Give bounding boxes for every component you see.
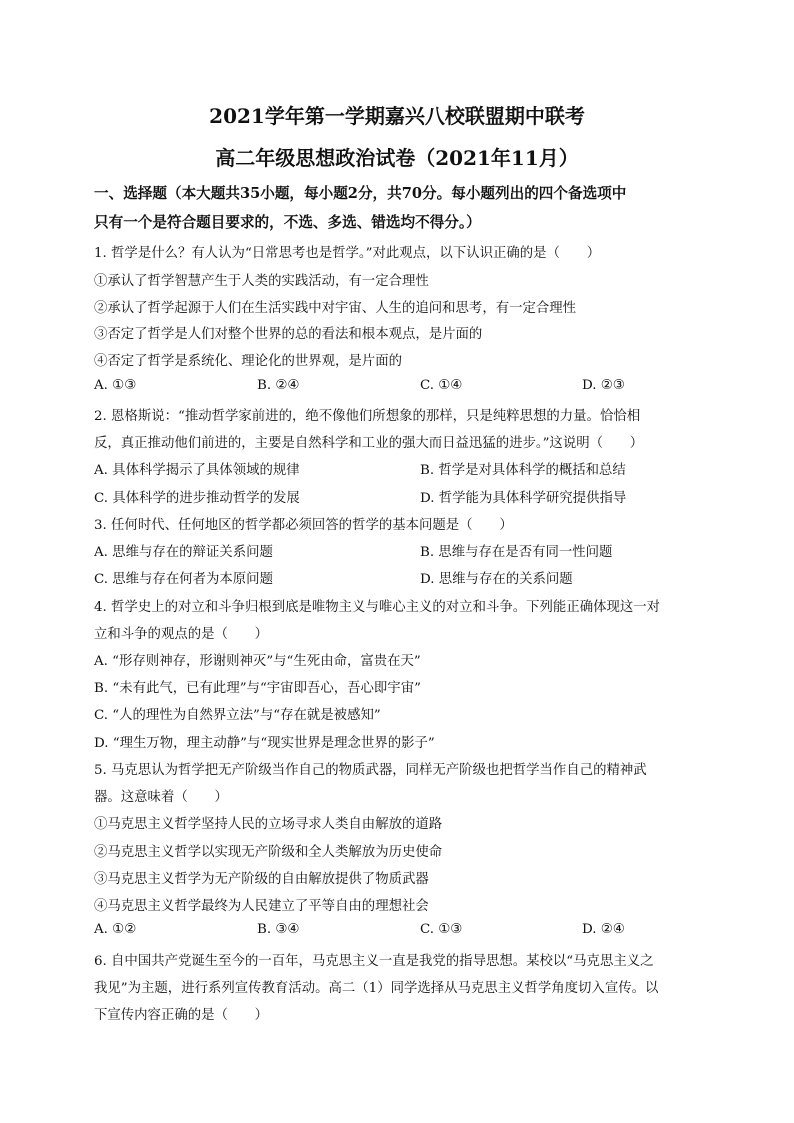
question-5-option-a: A. ①② [94, 922, 137, 937]
question-1-statement-1: ①承认了哲学智慧产生于人类的实践活动，有一定合理性 [94, 274, 429, 289]
section-heading-line-1: 一、选择题（本大题共35小题，每小题2分，共70分。每小题列出的四个备选项中 [94, 185, 627, 202]
question-2-option-b: B. 哲学是对具体科学的概括和总结 [420, 463, 626, 478]
question-5-statement-3: ③马克思主义哲学为无产阶级的自由解放提供了物质武器 [94, 872, 429, 887]
question-5-statement-4: ④马克思主义哲学最终为人民建立了平等自由的理想社会 [94, 899, 429, 914]
question-4-option-b: B. “未有此气，已有此理”与“宇宙即吾心，吾心即宇宙” [94, 681, 421, 696]
question-4-stem-line-2: 立和斗争的观点的是（ ） [94, 627, 269, 642]
question-5-option-d: D. ②④ [582, 922, 625, 937]
exam-title: 2021学年第一学期嘉兴八校联盟期中联考 [209, 104, 585, 128]
question-1-option-a: A. ①③ [94, 378, 137, 393]
question-2-option-c: C. 具体科学的进步推动哲学的发展 [94, 491, 300, 506]
question-1-statement-2: ②承认了哲学起源于人们在生活实践中对宇宙、人生的追问和思考，有一定合理性 [94, 301, 577, 316]
question-4-option-c: C. “人的理性为自然界立法”与“存在就是被感知” [94, 708, 381, 723]
question-6-stem-line-3: 下宣传内容正确的是（ ） [94, 1008, 269, 1023]
question-1-option-c: C. ①④ [420, 378, 463, 393]
question-5-option-c: C. ①③ [420, 922, 463, 937]
question-6-stem-line-1: 6. 自中国共产党诞生至今的一百年，马克思主义一直是我党的指导思想。某校以“马克思主义之 [94, 954, 654, 969]
section-heading-line-2: 只有一个是符合题目要求的，不选、多选、错选均不得分。） [94, 214, 481, 231]
question-3-option-d: D. 思维与存在的关系问题 [420, 572, 573, 587]
question-1-option-d: D. ②③ [582, 378, 625, 393]
question-2-stem-line-1: 2. 恩格斯说：“推动哲学家前进的，绝不像他们所想象的那样，只是纯粹思想的力量。恰恰相 [94, 409, 641, 424]
question-2-option-a: A. 具体科学揭示了具体领域的规律 [94, 463, 300, 478]
exam-subtitle: 高二年级思想政治试卷（2021年11月） [215, 146, 579, 170]
question-4-option-d: D. “理生万物，理主动静”与“现实世界是理念世界的影子” [94, 736, 435, 751]
question-6-stem-line-2: 我见”为主题，进行系列宣传教育活动。高二（1）同学选择从马克思主义哲学角度切入宣传。以 [94, 981, 659, 996]
question-1-stem: 1. 哲学是什么？有人认为“日常思考也是哲学。”对此观点，以下认识正确的是（ ） [94, 246, 601, 261]
question-4-option-a: A. “形存则神存，形谢则神灭”与“生死由命，富贵在天” [94, 654, 421, 669]
question-3-option-a: A. 思维与存在的辩证关系问题 [94, 545, 273, 560]
question-1-statement-3: ③否定了哲学是人们对整个世界的总的看法和根本观点，是片面的 [94, 327, 483, 342]
question-1-option-b: B. ②④ [257, 378, 300, 393]
question-2-stem-line-2: 反，真正推动他们前进的，主要是自然科学和工业的强大而日益迅猛的进步。”这说明（ ） [94, 436, 644, 451]
question-2-option-d: D. 哲学能为具体科学研究提供指导 [420, 491, 627, 506]
question-5-statement-2: ②马克思主义哲学以实现无产阶级和全人类解放为历史使命 [94, 845, 443, 860]
question-3-option-c: C. 思维与存在何者为本原问题 [94, 572, 273, 587]
question-3-option-b: B. 思维与存在是否有同一性问题 [420, 545, 613, 560]
question-5-stem-line-1: 5. 马克思认为哲学把无产阶级当作自己的物质武器，同样无产阶级也把哲学当作自己的精神武 [94, 763, 647, 778]
question-4-stem-line-1: 4. 哲学史上的对立和斗争归根到底是唯物主义与唯心主义的对立和斗争。下列能正确体现这一对 [94, 600, 661, 615]
question-5-option-b: B. ③④ [257, 922, 300, 937]
question-5-stem-line-2: 器。这意味着（ ） [94, 790, 228, 805]
question-5-statement-1: ①马克思主义哲学坚持人民的立场寻求人类自由解放的道路 [94, 817, 443, 832]
question-1-statement-4: ④否定了哲学是系统化、理论化的世界观，是片面的 [94, 354, 402, 369]
question-3-stem: 3. 任何时代、任何地区的哲学都必须回答的哲学的基本问题是（ ） [94, 518, 513, 533]
